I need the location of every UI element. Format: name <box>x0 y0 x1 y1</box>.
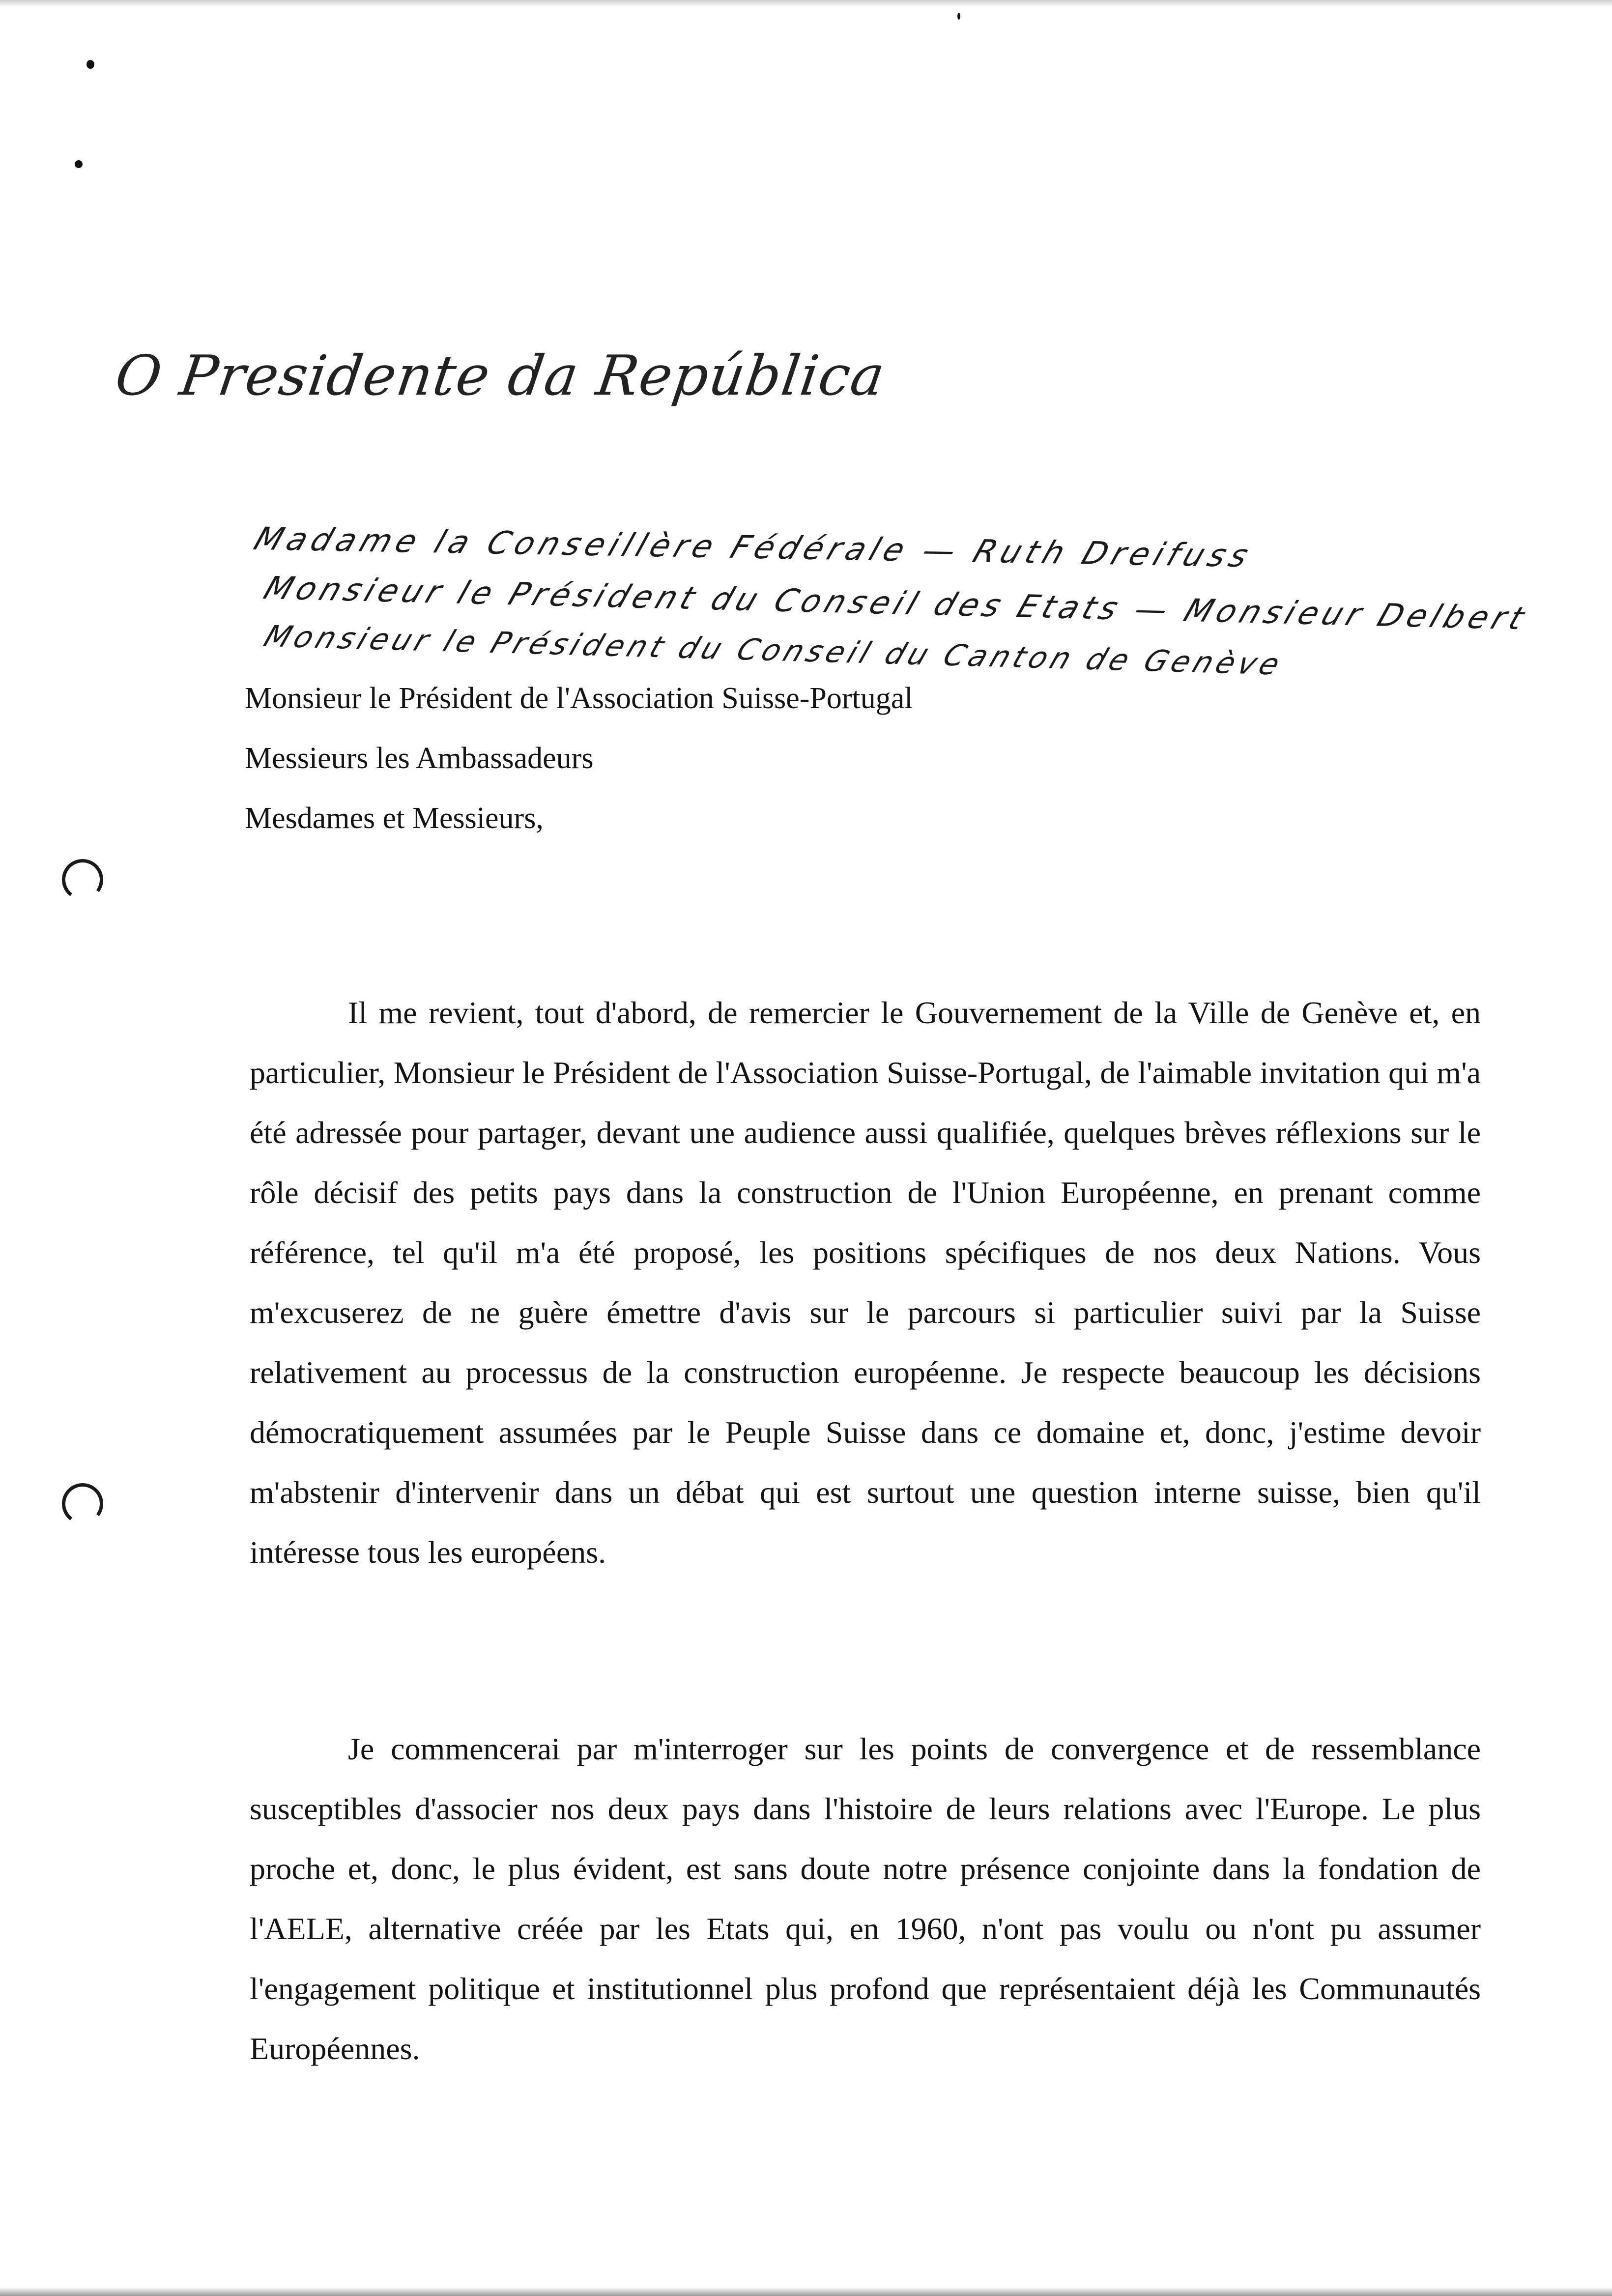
salutation-line: Monsieur le Président de l'Association Suisse-Portugal <box>245 682 913 715</box>
scan-edge-top <box>0 0 1612 7</box>
body-paragraph: Il me revient, tout d'abord, de remercier le Gouvernement de la Ville de Genève et, en particulier, Monsieur le Président de l'Association Suisse-Portugal, de l'aimable invitation qui m'a été adressée pour partager, devant une audience aussi qualifiée, quelques brèves réflexions sur le rôle décisif des petits pays dans la construction de l'Union Européenne, en prenant comme référence, tel qu'il m'a été proposé, les positions spécifiques de nos deux Nations. Vous m'excuserez de ne guère émettre d'avis sur le parcours si particulier suivi par la Suisse relativement au processus de la construction européenne. Je respecte beaucoup les décisions démocratiquement assumées par le Peuple Suisse dans ce domaine et, donc, j'estime devoir m'abstenir d'intervenir dans un débat qui est surtout une question interne suisse, bien qu'il intéresse tous les européens. <box>250 995 1481 1570</box>
scan-speck <box>75 160 83 168</box>
salutation-line: Messieurs les Ambassadeurs <box>245 742 594 775</box>
handwritten-line: Madame la Conseillère Fédérale — Ruth Dreifuss <box>249 521 1258 575</box>
handwritten-addressees <box>249 521 1583 682</box>
scan-speck <box>86 60 94 69</box>
letterhead-title: O Presidente da República <box>111 344 890 408</box>
scan-edge-bottom <box>0 2287 1612 2296</box>
handwritten-line: Monsieur le Président du Conseil du Canton de Genève <box>259 619 1289 682</box>
scan-speck <box>957 13 960 20</box>
salutation-block <box>245 668 913 848</box>
punch-hole-mark <box>59 1481 106 1527</box>
handwritten-line: Monsieur le Président du Conseil des Etats — Monsieur Delbert <box>259 570 1533 637</box>
punch-hole-mark <box>59 857 106 903</box>
salutation-line: Mesdames et Messieurs, <box>245 802 544 835</box>
body-paragraph: Je commencerai par m'interroger sur les points de convergence et de ressemblance susceptibles d'associer nos deux pays dans l'histoire de leurs relations avec l'Europe. Le plus proche et, donc, le plus évident, est sans doute notre présence conjointe dans la fondation de l'AELE, alternative créée par les Etats qui, en 1960, n'ont pas voulu ou n'ont pu assumer l'engagement politique et institutionnel plus profond que représentaient déjà les Communautés Européennes. <box>250 1731 1481 2066</box>
